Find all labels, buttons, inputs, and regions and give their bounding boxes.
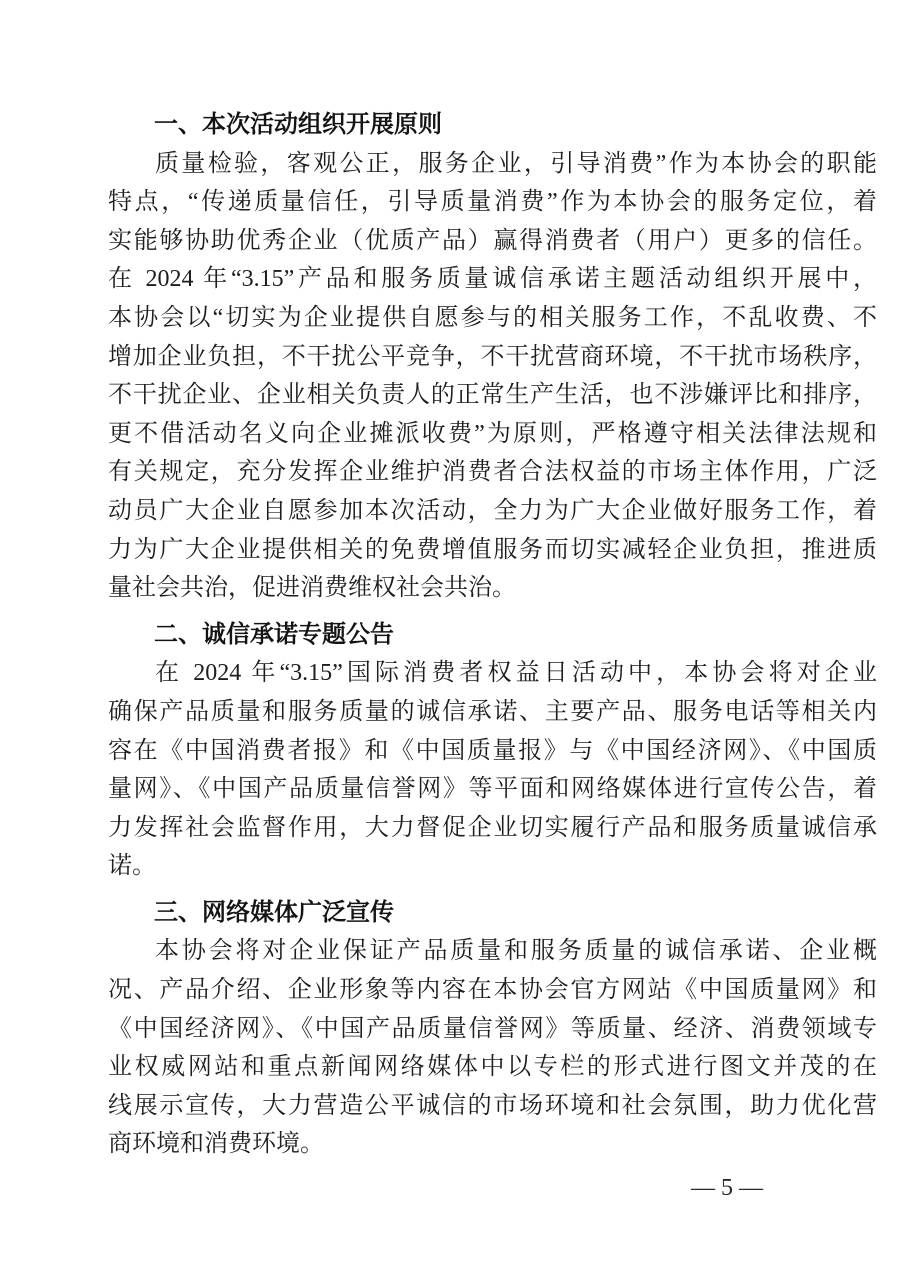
document-section: [108, 616, 877, 886]
paragraph-line: 况、产品介绍、企业形象等内容在本协会官方网站《中国质量网》和: [108, 977, 877, 1004]
paragraph-line: 诺。: [108, 853, 156, 880]
paragraph-line: 在 2024 年“3.15”产品和服务质量诚信承诺主题活动组织开展中，: [108, 266, 877, 293]
paragraph-line: 本协会将对企业保证产品质量和服务质量的诚信承诺、企业概: [155, 938, 877, 965]
paragraph: [108, 932, 877, 1164]
section-heading: 二、诚信承诺专题公告: [154, 620, 394, 648]
paragraph-line: 容在《中国消费者报》和《中国质量报》与《中国经济网》、《中国质: [108, 737, 877, 764]
paragraph-line: 特点，“传递质量信任，引导质量消费”作为本协会的服务定位，着: [108, 189, 877, 216]
paragraph-line: 确保产品质量和服务质量的诚信承诺、主要产品、服务电话等相关内: [108, 698, 877, 725]
paragraph-line: 《中国经济网》、《中国产品质量信誉网》等质量、经济、消费领域专: [108, 1015, 877, 1042]
paragraph-line: 量网》、《中国产品质量信誉网》等平面和网络媒体进行宣传公告，着: [108, 776, 877, 803]
paragraph-line: 更不借活动名义向企业摊派收费”为原则，严格遵守相关法律法规和: [108, 420, 877, 447]
paragraph-line: 商环境和消费环境。: [108, 1131, 324, 1158]
page-number: — 5 —: [691, 1175, 763, 1201]
document-section: [108, 106, 877, 608]
paragraph-line: 在 2024 年“3.15”国际消费者权益日活动中，本协会将对企业: [155, 660, 877, 687]
paragraph-line: 实能够协助优秀企业（优质产品）赢得消费者（用户）更多的信任。: [108, 227, 877, 254]
document-body: [108, 106, 877, 1164]
paragraph-line: 质量检验，客观公正，服务企业，引导消费”作为本协会的职能: [155, 150, 877, 177]
paragraph-line: 不干扰企业、企业相关负责人的正常生产生活，也不涉嫌评比和排序，: [108, 382, 877, 409]
section-heading: 一、本次活动组织开展原则: [154, 111, 442, 138]
paragraph: [108, 654, 877, 886]
paragraph-line: 有关规定，充分发挥企业维护消费者合法权益的市场主体作用，广泛: [108, 459, 877, 486]
paragraph-line: 力为广大企业提供相关的免费增值服务而切实减轻企业负担，推进质: [108, 536, 877, 563]
section-heading: 三、网络媒体广泛宣传: [154, 898, 394, 926]
paragraph-line: 量社会共治，促进消费维权社会共治。: [108, 575, 516, 602]
document-section: [108, 894, 877, 1164]
paragraph-line: 增加企业负担，不干扰公平竞争，不干扰营商环境，不干扰市场秩序，: [108, 343, 877, 370]
paragraph-line: 动员广大企业自愿参加本次活动，全力为广大企业做好服务工作，着: [108, 497, 877, 524]
paragraph: [108, 145, 877, 608]
paragraph-line: 力发挥社会监督作用，大力督促企业切实履行产品和服务质量诚信承: [108, 814, 877, 841]
paragraph-line: 业权威网站和重点新闻网络媒体中以专栏的形式进行图文并茂的在: [108, 1054, 877, 1081]
paragraph-line: 线展示宣传，大力营造公平诚信的市场环境和社会氛围，助力优化营: [108, 1092, 877, 1119]
paragraph-line: 本协会以“切实为企业提供自愿参与的相关服务工作，不乱收费、不: [108, 304, 877, 331]
